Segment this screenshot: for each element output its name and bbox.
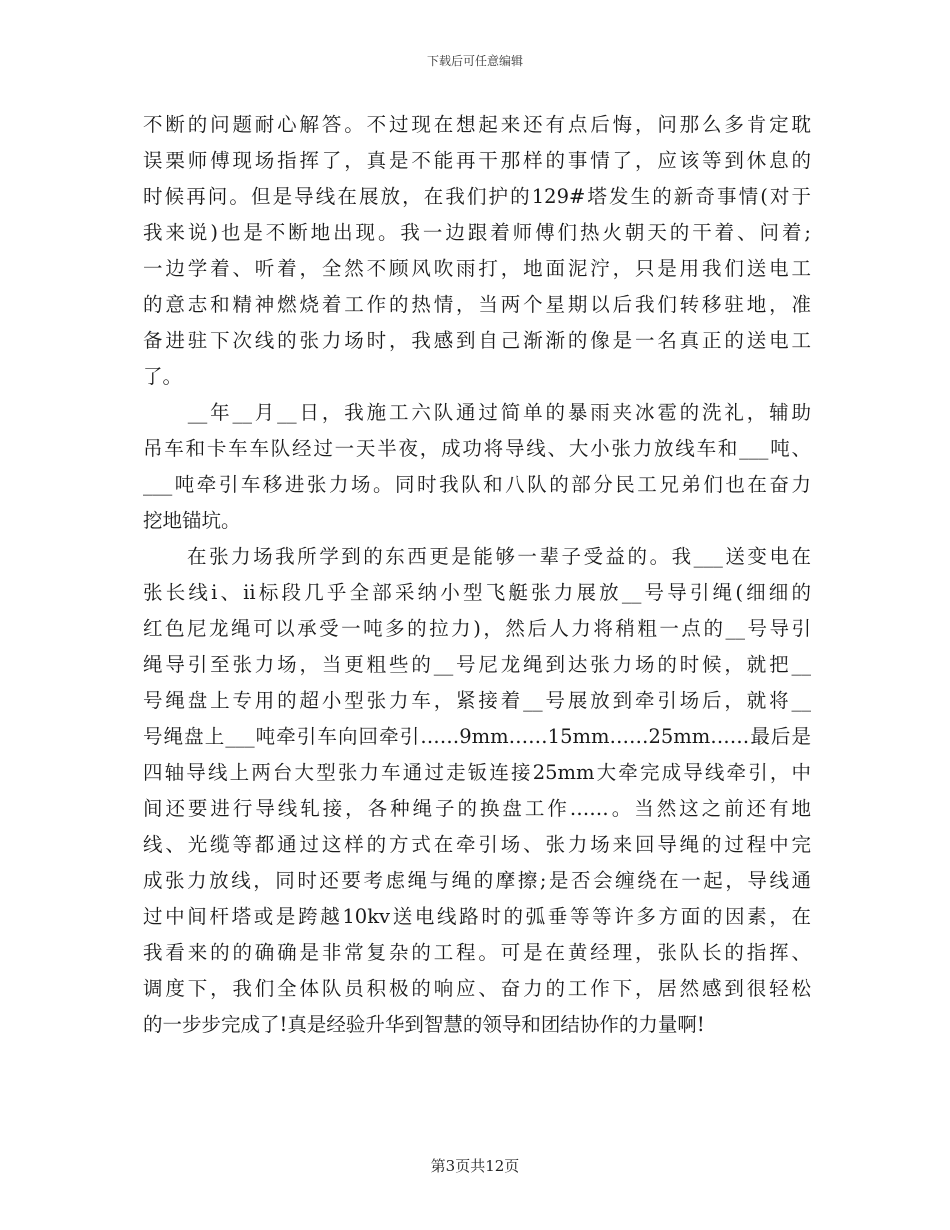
text-line: 间还要进行导线轧接，各种绳子的换盘工作……。当然这之前还有地 — [143, 797, 811, 820]
text-line: 张长线ⅰ、ⅱ标段几乎全部采纳小型飞艇张力展放__号导引绳(细细的 — [143, 581, 811, 604]
text-line: 的意志和精神燃烧着工作的热情，当两个星期以后我们转移驻地，准 — [143, 293, 811, 316]
text-line: 误栗师傅现场指挥了，真是不能再干那样的事情了，应该等到休息的 — [143, 149, 811, 172]
text-line: 了。 — [143, 365, 183, 388]
text-line: 绳导引至张力场，当更粗些的__号尼龙绳到达张力场的时候，就把__ — [143, 653, 811, 676]
text-line: 调度下，我们全体队员积极的响应、奋力的工作下，居然感到很轻松 — [143, 977, 811, 1000]
text-line: 的一步步完成了!真是经验升华到智慧的领导和团结协作的力量啊! — [143, 1013, 705, 1036]
text-line: 吊车和卡车车队经过一天半夜，成功将导线、大小张力放线车和___吨、 — [143, 437, 811, 460]
text-line: 挖地锚坑。 — [143, 509, 241, 532]
text-line: 号绳盘上专用的超小型张力车，紧接着__号展放到牵引场后，就将__ — [143, 689, 811, 712]
text-line: 备进驻下次线的张力场时，我感到自己渐渐的像是一名真正的送电工 — [143, 329, 811, 352]
text-line: 红色尼龙绳可以承受一吨多的拉力)，然后人力将稍粗一点的__号导引 — [143, 617, 811, 640]
text-line: 我来说)也是不断地出现。我一边跟着师傅们热火朝天的干着、问着; — [143, 221, 811, 244]
text-line: 时候再问。但是导线在展放，在我们护的129#塔发生的新奇事情(对于 — [143, 185, 811, 208]
text-line: __年__月__日，我施工六队通过简单的暴雨夹冰雹的洗礼，辅助 — [143, 401, 811, 424]
text-line: 我看来的的确确是非常复杂的工程。可是在黄经理，张队长的指挥、 — [143, 941, 811, 964]
text-line: 不断的问题耐心解答。不过现在想起来还有点后悔，问那么多肯定耽 — [143, 113, 811, 136]
page-header: 下载后可任意编辑 — [426, 54, 523, 68]
page-number: 第3页共12页 — [430, 1157, 520, 1175]
text-line: 号绳盘上___吨牵引车向回牵引……9mm……15mm……25mm……最后是 — [143, 725, 811, 748]
text-line: ___吨牵引车移进张力场。同时我队和八队的部分民工兄弟们也在奋力 — [143, 473, 811, 496]
text-line: 过中间杆塔或是跨越10kv送电线路时的弧垂等等许多方面的因素，在 — [143, 905, 811, 928]
text-line: 四轴导线上两台大型张力车通过走钣连接25mm大牵完成导线牵引，中 — [143, 761, 811, 784]
text-line: 成张力放线，同时还要考虑绳与绳的摩擦;是否会缠绕在一起，导线通 — [143, 869, 811, 892]
text-line: 在张力场我所学到的东西更是能够一辈子受益的。我___送变电在 — [143, 545, 811, 568]
text-line: 一边学着、听着，全然不顾风吹雨打，地面泥泞，只是用我们送电工 — [143, 257, 811, 280]
document-body — [143, 107, 811, 1043]
text-line: 线、光缆等都通过这样的方式在牵引场、张力场来回导绳的过程中完 — [143, 833, 811, 856]
